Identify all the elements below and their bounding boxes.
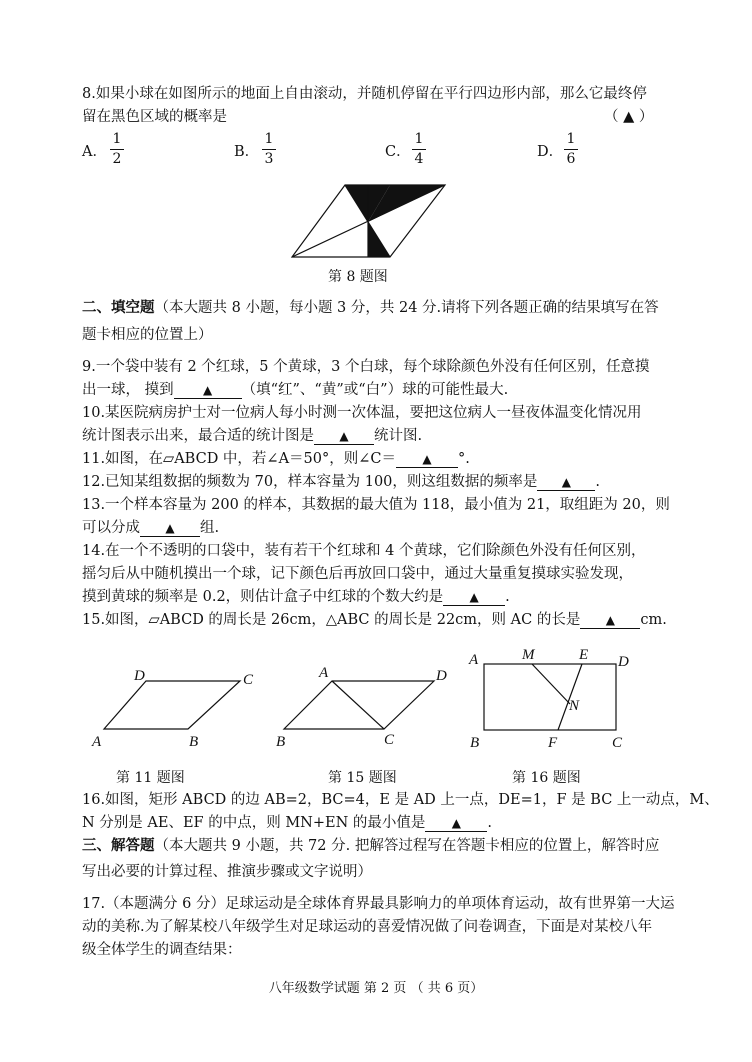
q17-line1: 17.（本题满分 6 分）足球运动是全球体育界最具影响力的单项体育运动，故有世界第一大运: [82, 896, 675, 912]
fig11-label-a: A: [92, 734, 102, 750]
q16-text-pre: N 分别是 AE、EF 的中点，则 MN+EN 的最小值是: [82, 815, 426, 831]
q8-option-a: [82, 142, 107, 162]
fig11-label-c: C: [243, 672, 254, 688]
q13-answer-blank: ▲: [140, 521, 200, 537]
q14-line2: 摇匀后从中随机摸出一个球，记下颜色后再放回口袋中，通过大量重复摸球实验发现，: [82, 566, 633, 582]
fig16-segment-ef: [558, 664, 582, 730]
q8-option-b: [234, 142, 259, 162]
denominator: 6: [566, 151, 576, 167]
fig16-caption: 第 16 题图: [512, 770, 581, 786]
fig16-outline: [484, 664, 616, 730]
fig16-segment-mn: [532, 664, 570, 704]
q8-option-b-fraction: [262, 131, 276, 168]
option-letter: B．: [234, 144, 260, 160]
fig11-parallelogram: [88, 660, 268, 752]
fig16-rectangle: [466, 644, 646, 754]
q12-answer-blank: ▲: [537, 475, 595, 491]
fig15-outline: [284, 681, 434, 729]
q11-line: [82, 449, 470, 469]
q13-line2: [82, 518, 219, 538]
q8-option-a-fraction: [110, 131, 124, 168]
q11-text-post: °.: [458, 451, 470, 467]
q8-option-c: [385, 142, 411, 162]
q17-line2: 动的美称.为了解某校八年级学生对足球运动的喜爱情况做了问卷调查，下面是对某校八年: [82, 919, 653, 935]
q12-text-post: .: [595, 474, 601, 490]
q15-text-pre: 15.如图，▱ABCD 的周长是 26cm，△ABC 的周长是 22cm，则 AC 的长是: [82, 612, 581, 628]
q13-text-pre: 可以分成: [82, 520, 140, 536]
q10-line1: 10.某医院病房护士对一位病人每小时测一次体温，要把这位病人一昼夜体温变化情况用: [82, 405, 642, 421]
fig15-label-c: C: [384, 732, 395, 748]
q9-answer-blank: ▲: [174, 383, 242, 399]
q10-text-post: 统计图.: [374, 428, 423, 444]
q11-text-pre: 11.如图，在▱ABCD 中，若∠A＝50°，则∠C＝: [82, 451, 397, 467]
q8-line1: 8.如果小球在如图所示的地面上自由滚动，并随机停留在平行四边形内部，那么它最终停: [82, 86, 647, 102]
section2-heading: [82, 298, 659, 318]
fig16-label-e: E: [579, 647, 589, 663]
denominator: 2: [112, 151, 122, 167]
q8-line2: 留在黑色区域的概率是: [82, 109, 227, 125]
fig16-label-a: A: [469, 652, 479, 668]
q14-text-post: .: [505, 589, 510, 605]
q17-line3: 级全体学生的调查结果：: [82, 942, 242, 958]
fig16-label-f: F: [548, 735, 558, 751]
numerator: 1: [264, 131, 274, 147]
q10-line2: [82, 426, 422, 446]
q8-parallelogram-figure: [290, 183, 450, 259]
fig15-caption: 第 15 题图: [328, 770, 397, 786]
option-letter: A．: [82, 144, 107, 160]
q9-line2: [82, 380, 508, 400]
q9-text-post: （填“红”、“黄”或“白”）球的可能性最大.: [241, 382, 509, 398]
q9-text-pre: 出一球， 摸到: [82, 382, 174, 398]
section3-title: 三、解答题: [82, 837, 155, 854]
q8-figure-caption: 第 8 题图: [328, 269, 388, 285]
q12-text-pre: 12.已知某组数据的频数为 70，样本容量为 100，则这组数据的频率是: [82, 474, 538, 490]
numerator: 1: [566, 131, 576, 147]
fig11-label-d: D: [134, 668, 145, 684]
fig15-parallelogram: [272, 660, 462, 752]
q16-text-post: .: [487, 815, 492, 831]
q15-answer-blank: ▲: [580, 613, 640, 629]
q16-answer-blank: ▲: [425, 816, 487, 832]
section3-heading: [82, 836, 659, 856]
fig15-diagonal-ac: [332, 681, 384, 729]
q16-line2: [82, 813, 492, 833]
q8-option-d-fraction: [564, 131, 578, 168]
fig16-label-b: B: [470, 735, 480, 751]
fig15-label-a: A: [319, 665, 329, 681]
fig11-caption: 第 11 题图: [116, 770, 185, 786]
fig11-outline: [104, 681, 240, 729]
numerator: 1: [112, 131, 122, 147]
fig15-label-b: B: [276, 734, 286, 750]
numerator: 1: [414, 131, 424, 147]
section3-desc1: （本大题共 9 小题，共 72 分. 把解答过程写在答题卡相应的位置上，解答时应: [154, 838, 660, 854]
section2-desc1: （本大题共 8 小题，每小题 3 分，共 24 分.请将下列各题正确的结果填写在答: [154, 300, 659, 316]
option-letter: C．: [385, 144, 411, 160]
q10-answer-blank: ▲: [314, 429, 374, 445]
q13-line1: 13.一个样本容量为 200 的样本，其数据的最大值为 118，最小值为 21，取组距为 20，则: [82, 497, 670, 513]
q14-answer-blank: ▲: [443, 590, 505, 606]
section2-title: 二、填空题: [82, 299, 155, 316]
q15-text-post: cm.: [640, 612, 667, 628]
q16-line1: 16.如图，矩形 ABCD 的边 AB=2，BC=4，E 是 AD 上一点，DE=1，F 是 BC 上一动点，M、: [82, 792, 719, 808]
q12-line: [82, 472, 600, 492]
section2-desc2: 题卡相应的位置上）: [82, 327, 213, 343]
q13-text-post: 组.: [200, 520, 220, 536]
q8-option-c-fraction: [412, 131, 426, 168]
option-letter: D．: [537, 144, 564, 160]
denominator: 3: [264, 151, 274, 167]
fig16-label-n: N: [569, 698, 580, 714]
page-footer: 八年级数学试题 第 2 页 （ 共 6 页）: [268, 981, 484, 996]
fig16-label-d: D: [618, 654, 629, 670]
q14-line1: 14.在一个不透明的口袋中，装有若干个红球和 4 个黄球，它们除颜色外没有任何区别，: [82, 543, 646, 559]
q10-text-pre: 统计图表示出来，最合适的统计图是: [82, 428, 314, 444]
fig11-label-b: B: [189, 734, 199, 750]
q8-answer-mark: （ ▲ ）: [604, 109, 654, 125]
section3-desc2: 写出必要的计算过程、推演步骤或文字说明）: [82, 864, 372, 880]
q9-line1: 9.一个袋中装有 2 个红球，5 个黄球，3 个白球，每个球除颜色外没有任何区别，任意摸: [82, 359, 650, 375]
q8-option-d: [537, 142, 563, 162]
q11-answer-blank: ▲: [396, 452, 458, 468]
denominator: 4: [414, 151, 424, 167]
q14-line3: [82, 587, 510, 607]
fig15-label-d: D: [436, 668, 447, 684]
q14-text-pre: 摸到黄球的频率是 0.2，则估计盒子中红球的个数大约是: [82, 589, 444, 605]
q15-line: [82, 610, 667, 630]
fig16-label-m: M: [522, 647, 535, 663]
fig16-label-c: C: [612, 735, 623, 751]
